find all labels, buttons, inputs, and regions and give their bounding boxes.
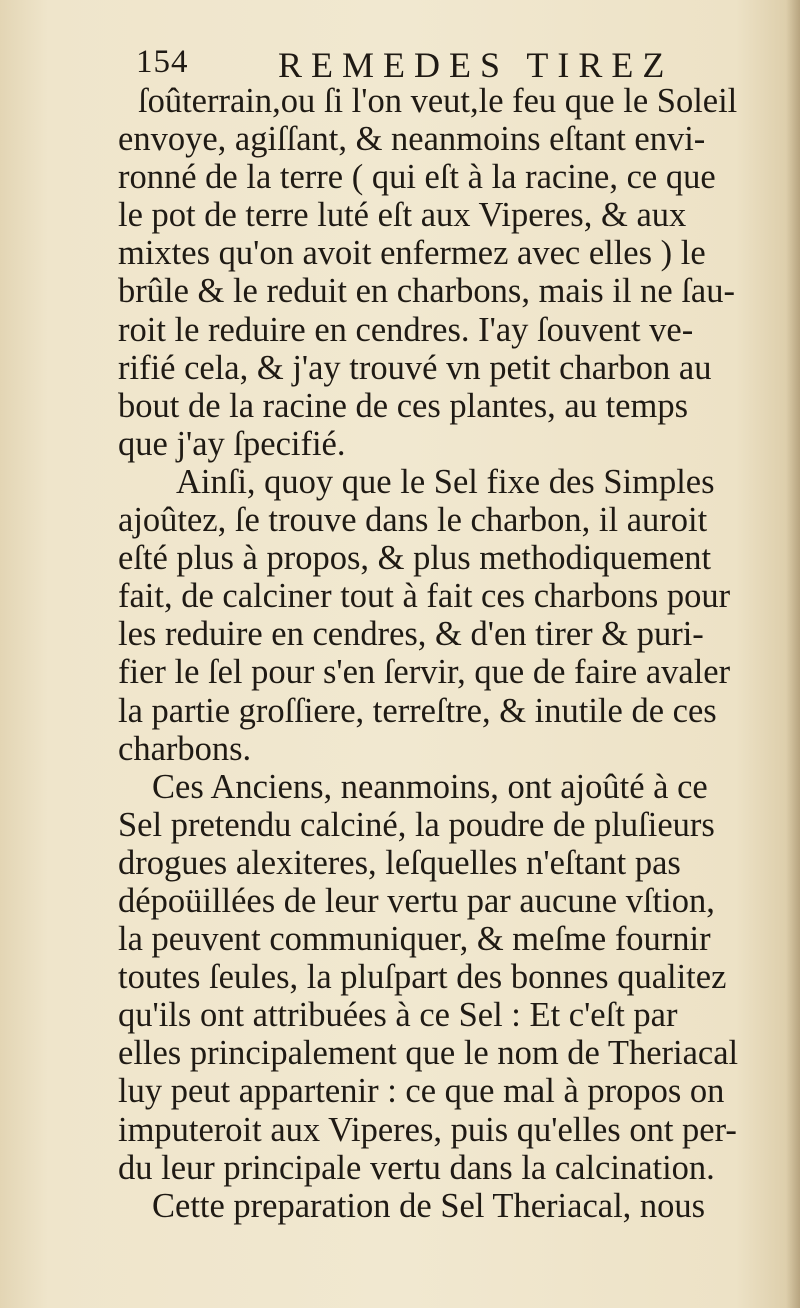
text-line: drogues alexiteres, leſquelles n'eſtant pas <box>118 843 681 882</box>
page-edge-shadow <box>786 0 800 1308</box>
text-line: du leur principale vertu dans la calcination. <box>118 1148 715 1187</box>
text-line: bout de la racine de ces plantes, au temps <box>118 386 688 425</box>
paragraph-start-line: Cette preparation de Sel Theriacal, nous <box>152 1186 706 1225</box>
text-line: roit le reduire en cendres. I'ay ſouvent ve- <box>118 310 694 349</box>
text-line: imputeroit aux Viperes, puis qu'elles ont per- <box>118 1110 737 1149</box>
running-head: REMEDES TIREZ <box>278 45 674 85</box>
text-line: fier le ſel pour s'en ſervir, que de faire avaler <box>118 653 731 692</box>
text-line: que j'ay ſpecifié. <box>118 424 346 463</box>
text-line: mixtes qu'on avoit enfermez avec elles ) le <box>118 234 706 273</box>
text-line: fait, de calciner tout à fait ces charbons pour <box>118 577 731 616</box>
body-text <box>118 82 778 1225</box>
text-line: luy peut appartenir : ce que mal à propos on <box>118 1072 725 1111</box>
text-line: rifié cela, & j'ay trouvé vn petit charbon au <box>118 348 712 387</box>
text-line: eſté plus à propos, & plus methodiquement <box>118 539 712 578</box>
text-line: charbons. <box>118 729 252 768</box>
text-line: dépoüillées de leur vertu par aucune vſtion, <box>118 881 715 920</box>
text-line: les reduire en cendres, & d'en tirer & puri- <box>118 615 704 654</box>
text-line: toutes ſeules, la pluſpart des bonnes qualitez <box>118 958 727 997</box>
text-line: le pot de terre luté eſt aux Viperes, & aux <box>118 196 687 235</box>
text-line: ſoûterrain,ou ſi l'on veut,le feu que le Soleil <box>138 82 738 120</box>
text-line: brûle & le reduit en charbons, mais il ne ſau- <box>118 272 735 311</box>
text-line: la partie groſſiere, terreſtre, & inutile de ces <box>118 691 717 730</box>
page-number: 154 <box>136 44 189 80</box>
paragraph-start-line: Ces Anciens, neanmoins, ont ajoûté à ce <box>152 767 708 806</box>
text-line: elles principalement que le nom de Theriacal <box>118 1034 739 1073</box>
text-line: qu'ils ont attribuées à ce Sel : Et c'eſt par <box>118 996 678 1035</box>
text-line: envoye, agiſſant, & neanmoins eſtant envi- <box>118 120 706 159</box>
paragraph-start-line: Ainſi, quoy que le Sel fixe des Simples <box>176 462 715 501</box>
text-line: ronné de la terre ( qui eſt à la racine, ce que <box>118 158 716 197</box>
text-line: Sel pretendu calciné, la poudre de pluſieurs <box>118 805 715 844</box>
text-line: la peuvent communiquer, & meſme fournir <box>118 920 711 959</box>
text-line: ajoûtez, ſe trouve dans le charbon, il auroit <box>118 501 708 540</box>
